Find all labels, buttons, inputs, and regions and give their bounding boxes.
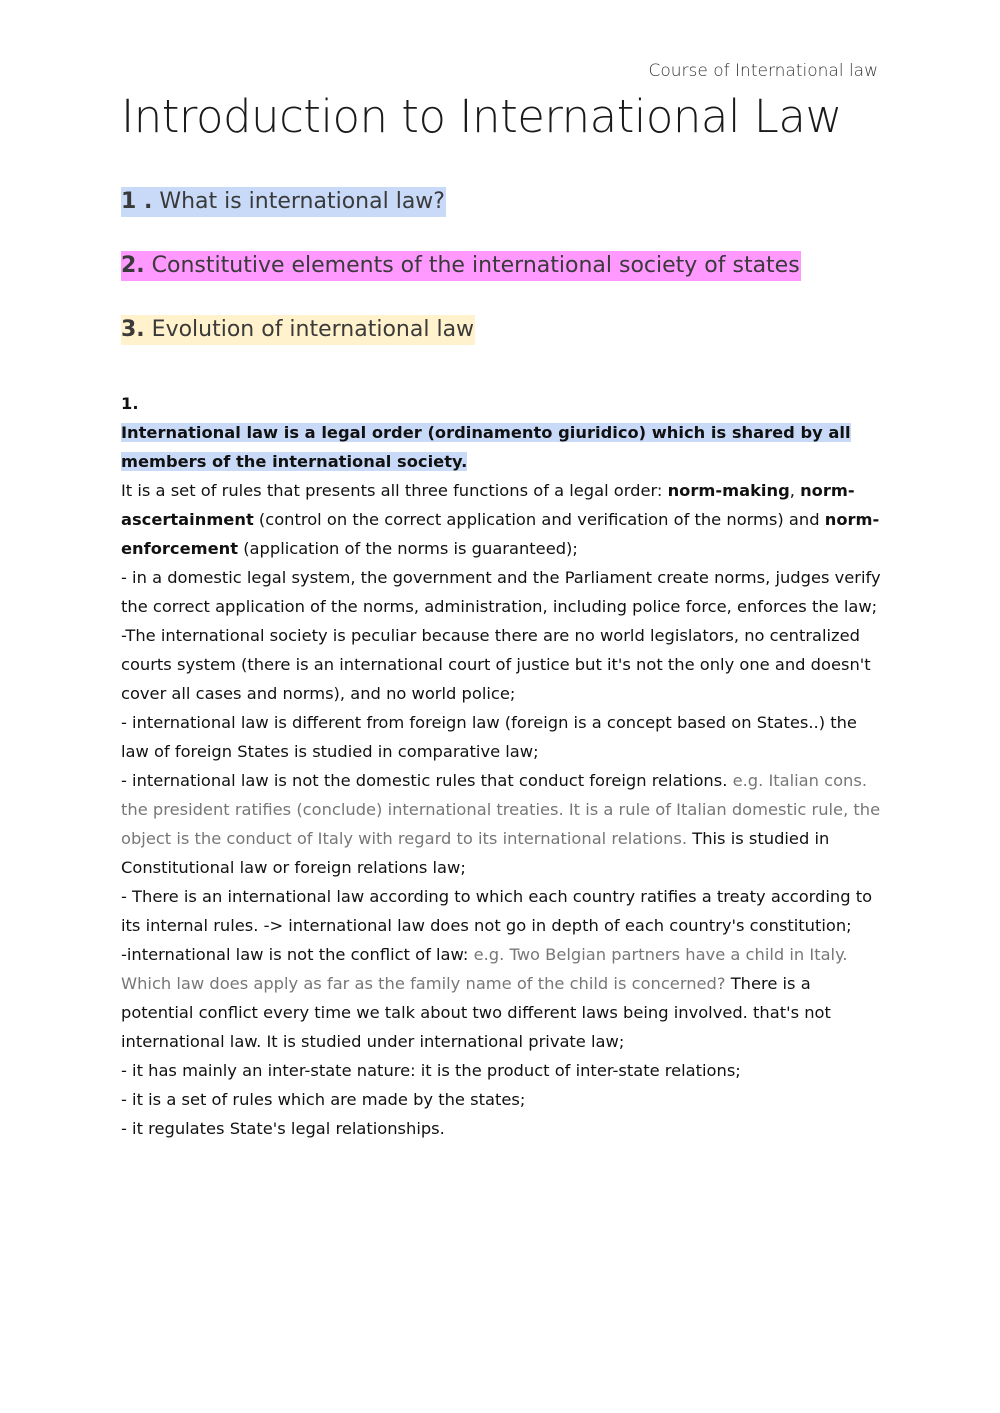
- international-society-paragraph: -The international society is peculiar because there are no world legislators, no centralized courts system (there is an international court of justice but it's not the only one and doesn't cover all cases and norms), and no world police;: [121, 626, 871, 703]
- text-run: It is a set of rules that presents all three functions of a legal order:: [121, 481, 668, 500]
- foreign-relations-paragraph: [121, 766, 881, 882]
- toc-item-number: 3.: [121, 317, 145, 342]
- toc-item-number: 2.: [121, 253, 145, 278]
- text-run: (control on the correct application and verification of the norms) and: [253, 510, 825, 529]
- term-norm-ascertainment: norm-ascertainment: [121, 481, 855, 529]
- text-run: There is a potential conflict every time we talk about two different laws being involved. that's not international law. It is studied under international private law;: [121, 974, 831, 1051]
- domestic-system-paragraph: - in a domestic legal system, the government and the Parliament create norms, judges verify the correct application of the norms, administration, including police force, enforces the law;: [121, 568, 881, 616]
- term-norm-enforcement: norm-enforcement: [121, 510, 880, 558]
- legal-relationships-paragraph: - it regulates State's legal relationships.: [121, 1119, 445, 1138]
- running-header: Course of International law: [648, 61, 878, 81]
- toc-item-3: [121, 315, 475, 345]
- inter-state-paragraph: - it has mainly an inter-state nature: it is the product of inter-state relations;: [121, 1061, 741, 1080]
- toc-item-text: Constitutive elements of the international society of states: [144, 253, 800, 278]
- toc-item-text: Evolution of international law: [144, 317, 475, 342]
- example-text: e.g. Two Belgian partners have a child in Italy. Which law does apply as far as the family name of the child is concerned?: [121, 945, 848, 993]
- text-run: This is studied in Constitutional law or foreign relations law;: [121, 829, 830, 877]
- document-title: Introduction to International Law: [121, 90, 842, 143]
- definition-paragraph: [121, 418, 881, 476]
- treaty-ratification-paragraph: - There is an international law according to which each country ratifies a treaty according to its internal rules. -> international law does not go in depth of each country's constitution;: [121, 887, 873, 935]
- conflict-of-law-paragraph: [121, 940, 881, 1056]
- section-1-body: [121, 389, 881, 1143]
- rules-by-states-paragraph: - it is a set of rules which are made by the states;: [121, 1090, 526, 1109]
- example-text: e.g. Italian cons. the president ratifies (conclude) international treaties. It is a rule of Italian domestic rule, the object is the conduct of Italy with regard to its international relations.: [121, 771, 881, 848]
- definition-highlight: International law is a legal order (ordinamento giuridico) which is shared by all members of the international society.: [121, 423, 851, 471]
- toc-item-text: What is international law?: [152, 189, 445, 214]
- section-number: 1.: [121, 394, 139, 413]
- text-run: - international law is not the domestic rules that conduct foreign relations.: [121, 771, 733, 790]
- functions-paragraph: [121, 476, 881, 563]
- text-run: (application of the norms is guaranteed);: [238, 539, 578, 558]
- foreign-law-paragraph: - international law is different from foreign law (foreign is a concept based on States..) the law of foreign States is studied in comparative law;: [121, 713, 857, 761]
- toc-item-1: [121, 187, 446, 217]
- toc-item-number: 1 .: [121, 189, 153, 214]
- toc-item-2: [121, 251, 801, 281]
- text-run: -international law is not the conflict of law:: [121, 945, 474, 964]
- term-norm-making: norm-making: [667, 481, 790, 500]
- text-run: ,: [789, 481, 801, 500]
